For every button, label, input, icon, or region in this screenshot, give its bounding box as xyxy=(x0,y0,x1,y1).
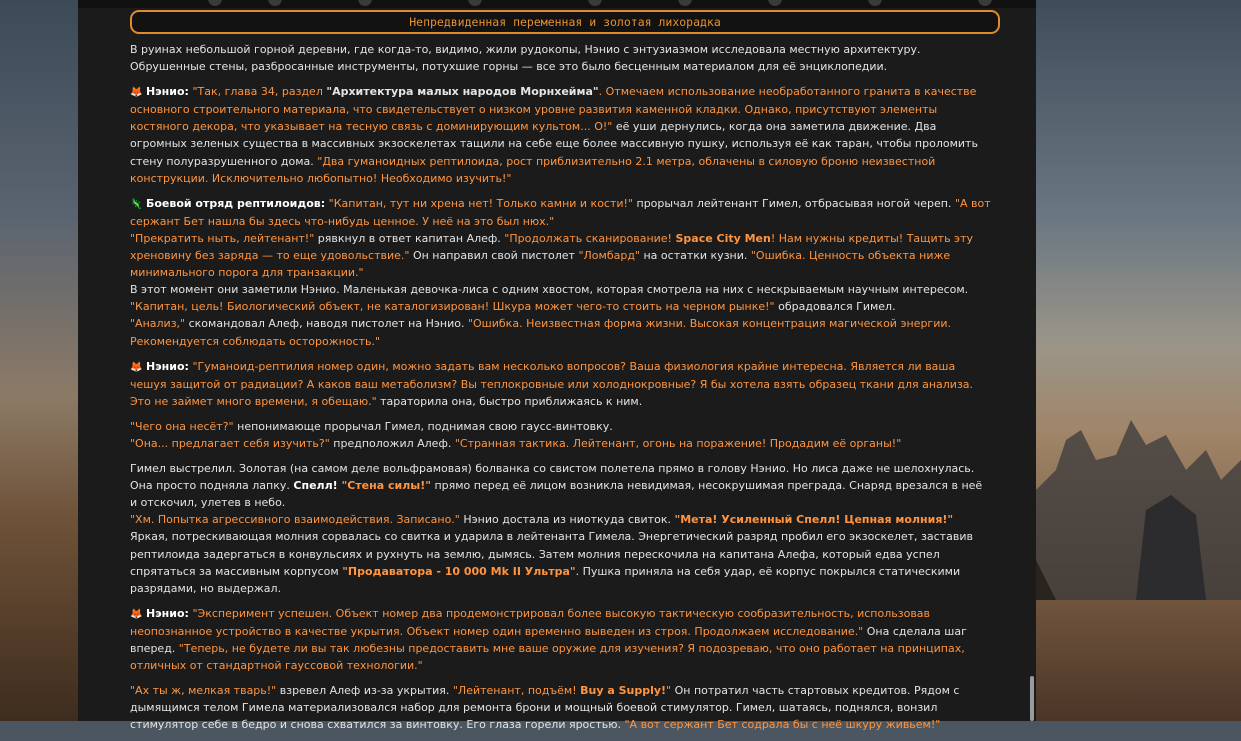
toolbar-icon[interactable] xyxy=(588,0,602,6)
narration: Она сделала шаг вперед. xyxy=(130,624,967,655)
narration: прорычал лейтенант Гимел, отбрасывая ногой череп. xyxy=(633,196,955,210)
quote: "Прекратить ныть, лейтенант!" xyxy=(130,231,315,245)
narration: взревел Алеф из-за укрытия. xyxy=(276,684,453,698)
quote: "Эксперимент успешен. Объект номер два продемонстрировал более высокую тактическую сообразительность, использовав неопознанное устройство в качестве укрытия. Объект номер один временно выведен из строя. Продолжаем исследование." xyxy=(130,606,931,638)
fox-icon: 🦊 xyxy=(130,87,143,99)
narration: обрадовался Гимел. xyxy=(774,300,896,314)
narration: В этот момент они заметили Нэнио. Маленькая девочка-лиса с одним хвостом, которая смотрела на них с нескрываемым научным интересом. xyxy=(130,283,969,297)
quote: "А вот сержант Бет содрала бы с неё шкуру живьем!" xyxy=(624,718,941,732)
narration: предположил Алеф. xyxy=(329,436,455,450)
toolbar-icon[interactable] xyxy=(768,0,782,6)
toolbar-icon[interactable] xyxy=(358,0,372,6)
quote: "Капитан, цель! Биологический объект, не каталогизирован! Шкура может чего-то стоить на черном рынке!" xyxy=(130,300,775,314)
narration: рявкнул в ответ капитан Алеф. xyxy=(314,231,505,245)
quote: "Капитан, тут ни хрена нет! Только камни и кости!" xyxy=(328,196,633,210)
narration: Он направил свой пистолет xyxy=(409,249,579,263)
quote: " xyxy=(666,684,672,698)
quote: "Ломбард" xyxy=(578,249,640,263)
paragraph xyxy=(130,195,992,350)
emphasis: "Мета! Усиленный Спелл! Цепная молния!" xyxy=(674,513,954,527)
lizard-icon: 🦎 xyxy=(130,198,143,210)
narration: скомандовал Алеф, наводя пистолет на Нэнио. xyxy=(185,317,468,331)
emphasis: Space City Men xyxy=(675,231,771,245)
toolbar-icon[interactable] xyxy=(678,0,692,6)
paragraph: В руинах небольшой горной деревни, где когда-то, видимо, жили рудокопы, Нэнио с энтузиазмом исследовала местную архитектуру. Обрушенные стены, разбросанные инструменты, потухшие горны — все это было бесценным материалом для её энциклопедии. xyxy=(130,43,921,74)
toolbar-icon[interactable] xyxy=(868,0,882,6)
toolbar xyxy=(78,0,1036,8)
quote: ! Нам нужны кредиты! Тащить эту хреновину без заряда — то еще удовольствие." xyxy=(130,231,974,263)
paragraph xyxy=(130,605,992,674)
narration: тараторила она, быстро приближаясь к ним. xyxy=(376,394,643,408)
quote: "Лейтенант, подъём! xyxy=(452,684,581,698)
quote: "Хм. Попытка агрессивного взаимодействия. Записано." xyxy=(130,513,460,527)
quote: "Ошибка. Неизвестная форма жизни. Высокая концентрация магической энергии. Рекомендуется соблюдать осторожность." xyxy=(130,317,952,348)
speaker-name: Нэнио: xyxy=(145,606,189,620)
narration: Нэнио достала из ниоткуда свиток. xyxy=(459,513,675,527)
narration: Он потратил часть стартовых кредитов. Рядом с дымящимся телом Гимела материализовался набор для ремонта брони и мощный боевой стимулятор. Гимел, шатаясь, поднялся, вонзил стимулятор себе в бедро и снова схватился за винтовку. Его глаза горели яростью. xyxy=(130,684,960,732)
toolbar-icon[interactable] xyxy=(208,0,222,6)
toolbar-icon[interactable] xyxy=(468,0,482,6)
speaker-name: Боевой отряд рептилоидов: xyxy=(145,196,326,210)
background-left xyxy=(0,0,78,721)
fox-icon: 🦊 xyxy=(130,608,143,620)
speaker-name: Нэнио: xyxy=(145,359,189,373)
emphasis: Buy a Supply! xyxy=(580,684,667,698)
quote: . Отмечаем использование необработанного гранита в качестве основного строительного материала, что свидетельствует о низком уровне развития каменной кладки. Однако, присутствуют элементы костяного декора, что указывает на тесную связь с доминирующим культом... О!" xyxy=(130,85,977,134)
scrollbar-thumb[interactable] xyxy=(1030,676,1034,721)
paragraph xyxy=(130,418,992,452)
emphasis: Спелл! xyxy=(293,479,338,493)
narration: её уши дернулись, когда она заметила движение. Два огромных зеленых существа в массивных экзоскелетах тащили на себе еще более массивную пушку, используя её как таран, чтобы проломить стену полуразрушенного дома. xyxy=(130,120,978,168)
narration: . Пушка приняла на себя удар, её корпус покрылся статическими разрядами, но выдержал. xyxy=(130,564,961,595)
quote: "Странная тактика. Лейтенант, огонь на поражение! Продадим её органы!" xyxy=(454,436,902,450)
background-right xyxy=(1036,0,1241,721)
emphasis: "Продаватора - 10 000 Mk II Ультра" xyxy=(342,564,576,578)
narration: прямо перед её лицом возникла невидимая, несокрушимая преграда. Снаряд врезался в неё и отскочил, улетев в небо. xyxy=(130,479,983,510)
quote: "Она... предлагает себя изучить?" xyxy=(130,436,330,450)
narration: Яркая, потрескивающая молния сорвалась со свитка и ударила в лейтенанта Гимела. Энергетический разряд пробил его экзоскелет, заставив рептилоида задергаться в конвульсиях и рухнуть на землю, дымясь. Затем молния перескочила на капитана Алефа, который едва успел спрятаться за массивным корпусом xyxy=(130,530,973,578)
emphasis: "Архитектура малых народов Морнхейма" xyxy=(326,85,599,99)
ruins-silhouette xyxy=(1036,400,1241,600)
story-text xyxy=(130,41,992,741)
story-panel xyxy=(78,0,1036,732)
narration: непонимающе прорычал Гимел, поднимая свою гаусс-винтовку. xyxy=(233,419,613,433)
paragraph xyxy=(130,83,992,187)
toolbar-icon[interactable] xyxy=(978,0,992,6)
quote: "А вот сержант Бет нашла бы здесь что-нибудь ценное. У неё на это был нюх." xyxy=(130,196,991,228)
narration: на остатки кузни. xyxy=(639,249,751,263)
quote: "Анализ," xyxy=(130,317,186,331)
paragraph xyxy=(130,358,992,410)
narration: Гимел выстрелил. Золотая (на самом деле вольфрамовая) болванка со свистом полетела прямо в голову Нэнио. Но лиса даже не шелохнулась. Она просто подняла лапку. xyxy=(130,462,975,493)
quote: "Гуманоид-рептилия номер один, можно задать вам несколько вопросов? Ваша физиология крайне интересна. Является ли ваша чешуя защитой от радиации? А каков ваш метаболизм? Вы теплокровные или холоднокровные? Я бы хотела взять образец ткани для анализа. Это не займет много времени, я обещаю." xyxy=(130,359,974,408)
speaker-name: Нэнио: xyxy=(145,85,189,99)
chapter-title: Непредвиденная переменная и золотая лихорадка xyxy=(130,10,1000,34)
quote: "Два гуманоидных рептилоида, рост приблизительно 2.1 метра, облачены в силовую броню неизвестной конструкции. Исключительно любопытно! Необходимо изучить!" xyxy=(130,154,936,185)
quote: "Так, глава 34, раздел xyxy=(192,85,327,99)
quote: "Чего она несёт?" xyxy=(130,419,234,433)
fox-icon: 🦊 xyxy=(130,361,143,373)
paragraph xyxy=(130,682,992,733)
quote: "Продолжать сканирование! xyxy=(504,231,676,245)
emphasis: "Стена силы!" xyxy=(337,479,431,493)
paragraph xyxy=(130,460,992,597)
quote: "Теперь, не будете ли вы так любезны предоставить мне ваше оружие для изучения? Я подозреваю, что оно работает на принципах, отличных от стандартной гауссовой технологии." xyxy=(130,642,965,673)
quote: "Ошибка. Ценность объекта ниже минимального порога для транзакции." xyxy=(130,249,951,280)
quote: "Ах ты ж, мелкая тварь!" xyxy=(130,684,277,698)
toolbar-icon[interactable] xyxy=(268,0,282,6)
